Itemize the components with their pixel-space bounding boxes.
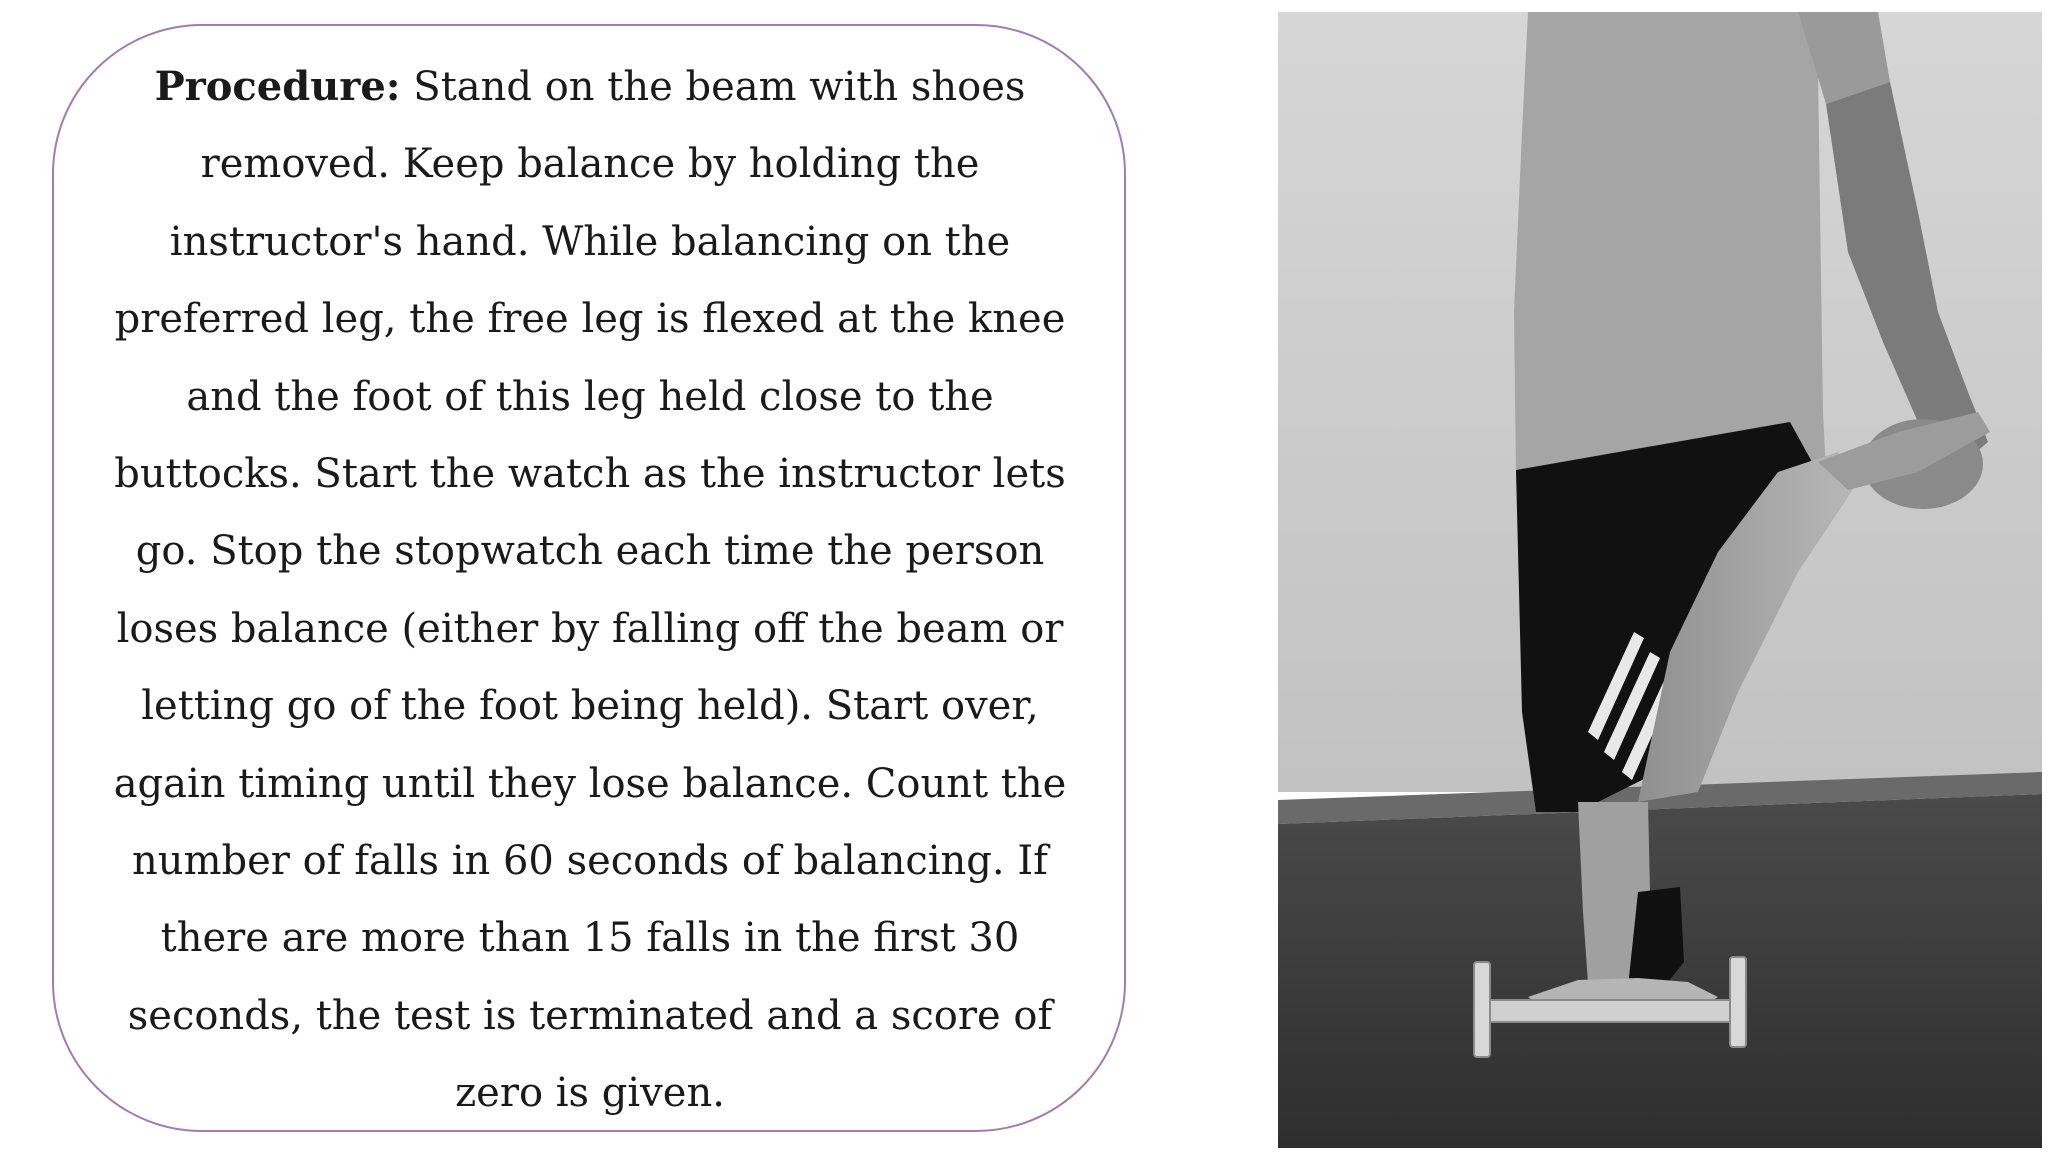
shirt: [1514, 12, 1826, 474]
procedure-label: Procedure:: [154, 63, 401, 110]
procedure-paragraph: [110, 48, 1070, 1133]
balance-beam: [1476, 1000, 1746, 1022]
procedure-body: Stand on the beam with shoes removed. Keep balance by holding the instructor's hand. While balancing on the preferred leg, the free leg is flexed at the knee and the foot of this leg held close to the buttocks. Start the watch as the instructor lets go. Stop the stopwatch each time the person loses balance (either by falling off the beam or letting go of the foot being held). Start over, again timing until they lose balance. Count the number of falls in 60 seconds of balancing. If there are more than 15 falls in the first 30 seconds, the test is terminated and a score of zero is given.: [113, 64, 1067, 1117]
beam-support-right: [1730, 957, 1746, 1047]
balance-test-photo: [1278, 12, 2042, 1148]
beam-support-left: [1474, 962, 1490, 1057]
